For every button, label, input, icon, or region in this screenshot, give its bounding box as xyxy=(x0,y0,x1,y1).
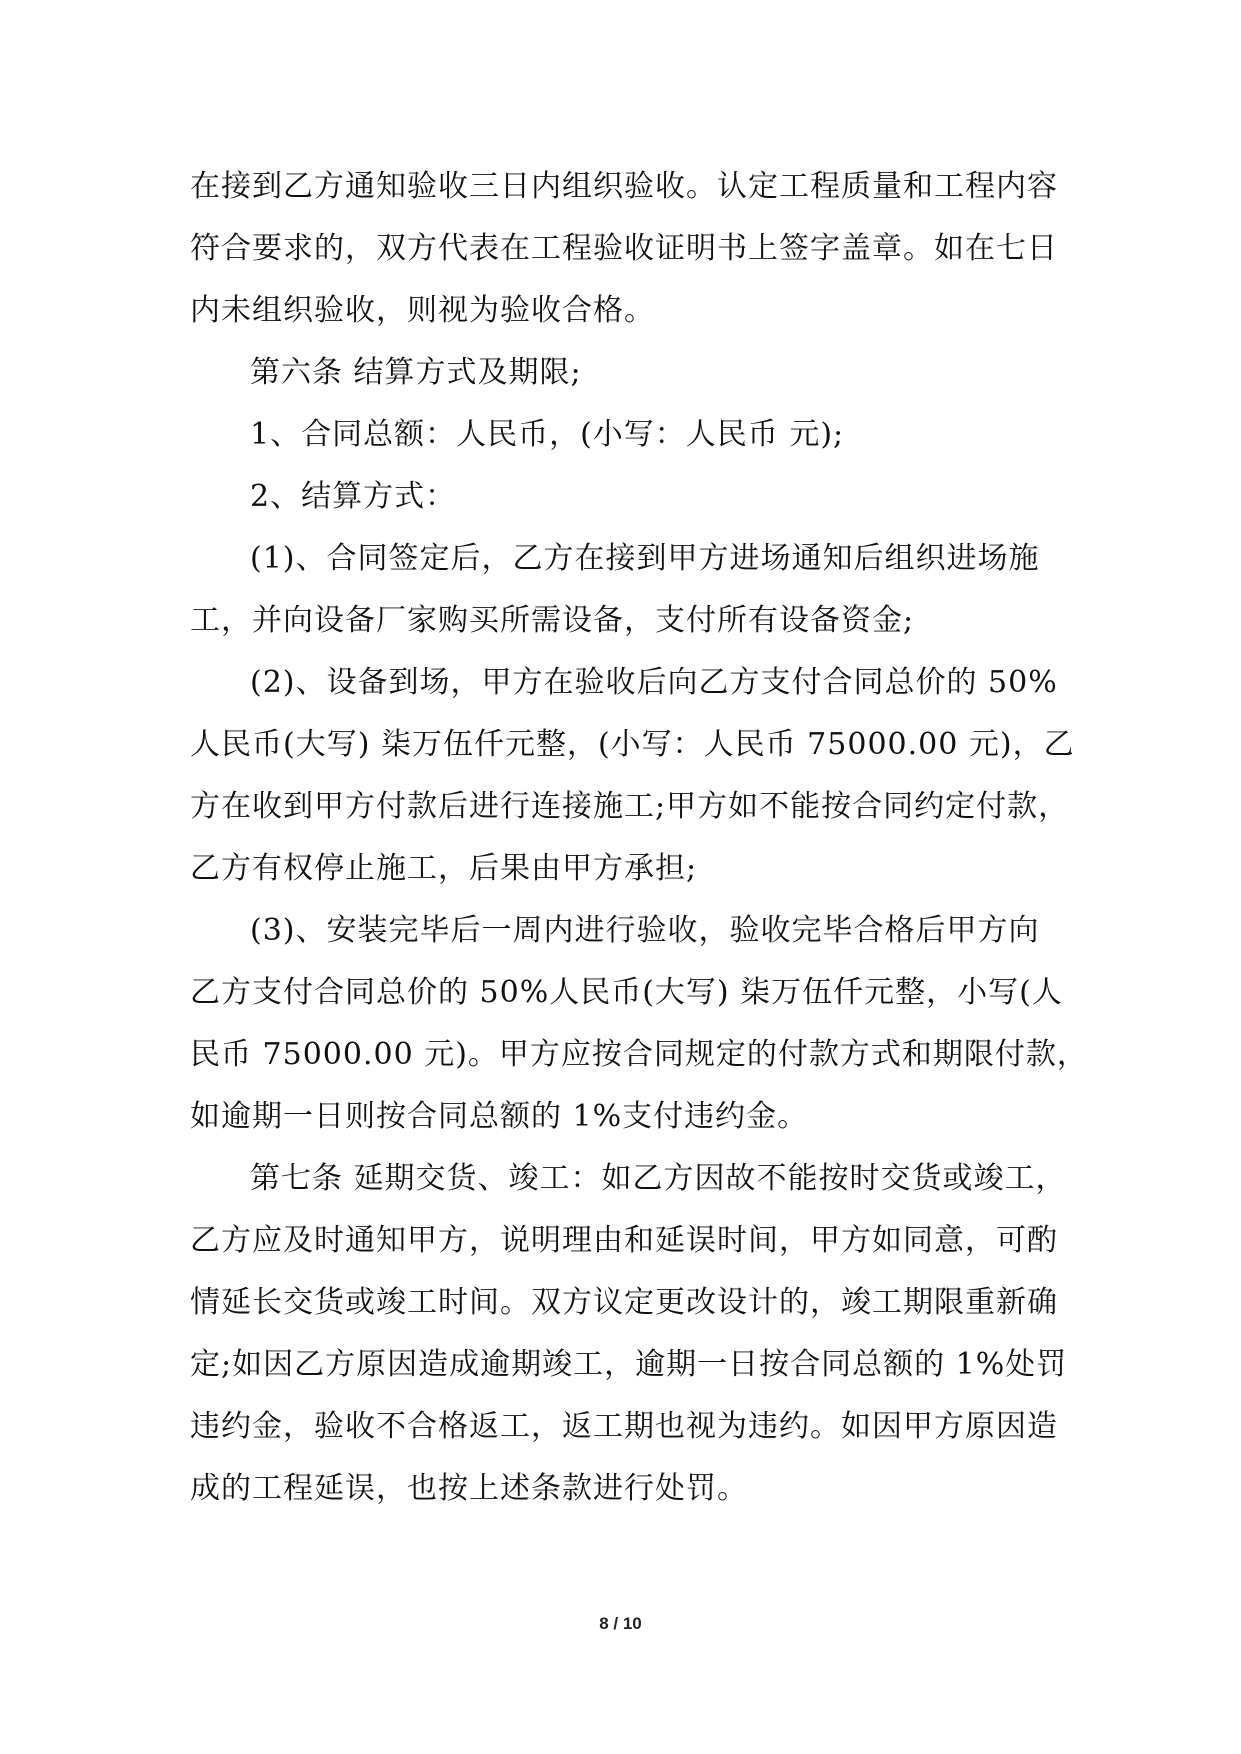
text-line: 第七条 延期交货、竣工：如乙方因故不能按时交货或竣工， xyxy=(250,1161,1067,1196)
text-line: 内未组织验收，则视为验收合格。 xyxy=(190,293,655,328)
text-line: 1、合同总额：人民币，(小写：人民币 元); xyxy=(250,417,845,452)
text-line: 乙方应及时通知甲方，说明理由和延误时间，甲方如同意，可酌 xyxy=(190,1223,1058,1258)
text-line: 情延长交货或竣工时间。双方议定更改设计的，竣工期限重新确 xyxy=(190,1285,1058,1320)
text-line: 乙方支付合同总价的 50%人民币(大写) 柒万伍仟元整，小写(人 xyxy=(190,975,1063,1010)
text-line: 成的工程延误，也按上述条款进行处罚。 xyxy=(190,1471,748,1506)
text-line: 符合要求的，双方代表在工程验收证明书上签字盖章。如在七日 xyxy=(190,231,1058,266)
text-line: 工，并向设备厂家购买所需设备，支付所有设备资金; xyxy=(190,603,915,638)
page-number: 8 / 10 xyxy=(599,1614,642,1633)
text-line: 民币 75000.00 元)。甲方应按合同规定的付款方式和期限付款， xyxy=(190,1037,1088,1072)
text-line: 人民币(大写) 柒万伍仟元整，(小写：人民币 75000.00 元)，乙 xyxy=(190,727,1075,762)
text-line: 第六条 结算方式及期限; xyxy=(250,355,582,390)
text-line: (2)、设备到场，甲方在验收后向乙方支付合同总价的 50% xyxy=(250,665,1058,700)
text-line: (3)、安装完毕后一周内进行验收，验收完毕合格后甲方向 xyxy=(250,913,1040,948)
text-line: (1)、合同签定后，乙方在接到甲方进场通知后组织进场施 xyxy=(250,541,1040,576)
text-line: 2、结算方式： xyxy=(250,479,457,514)
text-line: 方在收到甲方付款后进行连接施工;甲方如不能按合同约定付款， xyxy=(190,789,1070,824)
text-line: 如逾期一日则按合同总额的 1%支付违约金。 xyxy=(190,1099,809,1134)
text-line: 定;如因乙方原因造成逾期竣工，逾期一日按合同总额的 1%处罚 xyxy=(190,1347,1068,1382)
body-text xyxy=(190,156,1088,1520)
text-line: 乙方有权停止施工，后果由甲方承担; xyxy=(190,851,698,886)
text-line: 违约金，验收不合格返工，返工期也视为违约。如因甲方原因造 xyxy=(190,1409,1058,1444)
text-line: 在接到乙方通知验收三日内组织验收。认定工程质量和工程内容 xyxy=(190,169,1058,204)
